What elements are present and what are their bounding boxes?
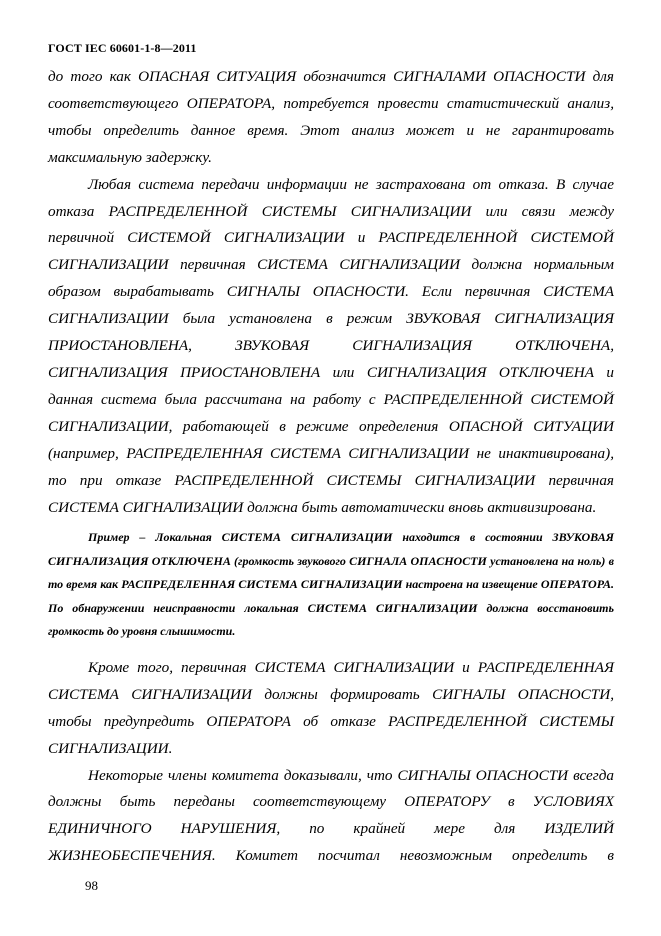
- paragraph-failure-handling: Любая система передачи информации не застрахована от отказа. В случае отказа РАСПРЕДЕЛЕННОЙ СИСТЕМЫ СИГНАЛИЗАЦИИ или связи между первичной СИСТЕМОЙ СИГНАЛИЗАЦИИ и РАСПРЕДЕЛЕННОЙ СИСТЕМОЙ СИГНАЛИЗАЦИИ первичная СИСТЕМА СИГНАЛИЗАЦИИ должна нормальным образом вырабатывать СИГНАЛЫ ОПАСНОСТИ. Если первичная СИСТЕМА СИГНАЛИЗАЦИИ была установлена в режим ЗВУКОВАЯ СИГНАЛИЗАЦИЯ ПРИОСТАНОВЛЕНА, ЗВУКОВАЯ СИГНАЛИЗАЦИЯ ОТКЛЮЧЕНА, СИГНАЛИЗАЦИЯ ПРИОСТАНОВЛЕНА или СИГНАЛИЗАЦИЯ ОТКЛЮЧЕНА и данная система была рассчитана на работу с РАСПРЕДЕЛЕННОЙ СИСТЕМОЙ СИГНАЛИЗАЦИИ, работающей в режиме определения ОПАСНОЙ СИТУАЦИИ (например, РАСПРЕДЕЛЕННАЯ СИСТЕМА СИГНАЛИЗАЦИИ не инактивирована), то при отказе РАСПРЕДЕЛЕННОЙ СИСТЕМЫ СИГНАЛИЗАЦИИ первичная СИСТЕМА СИГНАЛИЗАЦИИ должна быть автоматически вновь активизирована.: [48, 175, 614, 516]
- example-note: Пример – Локальная СИСТЕМА СИГНАЛИЗАЦИИ находится в состоянии ЗВУКОВАЯ СИГНАЛИЗАЦИЯ ОТКЛЮЧЕНА (громкость звукового СИГНАЛА ОПАСНОСТИ установлена на ноль) в то время как РАСПРЕДЕЛЕННАЯ СИСТЕМА СИГНАЛИЗАЦИИ настроена на извещение ОПЕРАТОРА. По обнаружении неисправности локальная СИСТЕМА СИГНАЛИЗАЦИИ должна восстановить громкость до уровня слышимости.: [48, 530, 614, 639]
- document-body: [48, 64, 614, 870]
- document-header: ГОСТ IEC 60601-1-8—2011: [48, 41, 197, 55]
- paragraph-continuation: до того как ОПАСНАЯ СИТУАЦИЯ обозначится СИГНАЛАМИ ОПАСНОСТИ для соответствующего ОПЕРАТОРА, потребуется провести статистический анализ, чтобы определить данное время. Этот анализ может и не гарантировать максимальную задержку.: [48, 68, 614, 166]
- page-number: 98: [85, 878, 98, 893]
- paragraph-committee: Некоторые члены комитета доказывали, что СИГНАЛЫ ОПАСНОСТИ всегда должны быть переданы соответствующему ОПЕРАТОРУ в УСЛОВИЯХ ЕДИНИЧНОГО НАРУШЕНИЯ, по крайней мере для ИЗДЕЛИЙ ЖИЗНЕОБЕСПЕЧЕНИЯ. Комитет посчитал невозможным определить в: [48, 766, 614, 865]
- paragraph-failure-alarm: Кроме того, первичная СИСТЕМА СИГНАЛИЗАЦИИ и РАСПРЕДЕЛЕННАЯ СИСТЕМА СИГНАЛИЗАЦИИ должны формировать СИГНАЛЫ ОПАСНОСТИ, чтобы предупредить ОПЕРАТОРА об отказе РАСПРЕДЕЛЕННОЙ СИСТЕМЫ СИГНАЛИЗАЦИИ.: [48, 658, 614, 757]
